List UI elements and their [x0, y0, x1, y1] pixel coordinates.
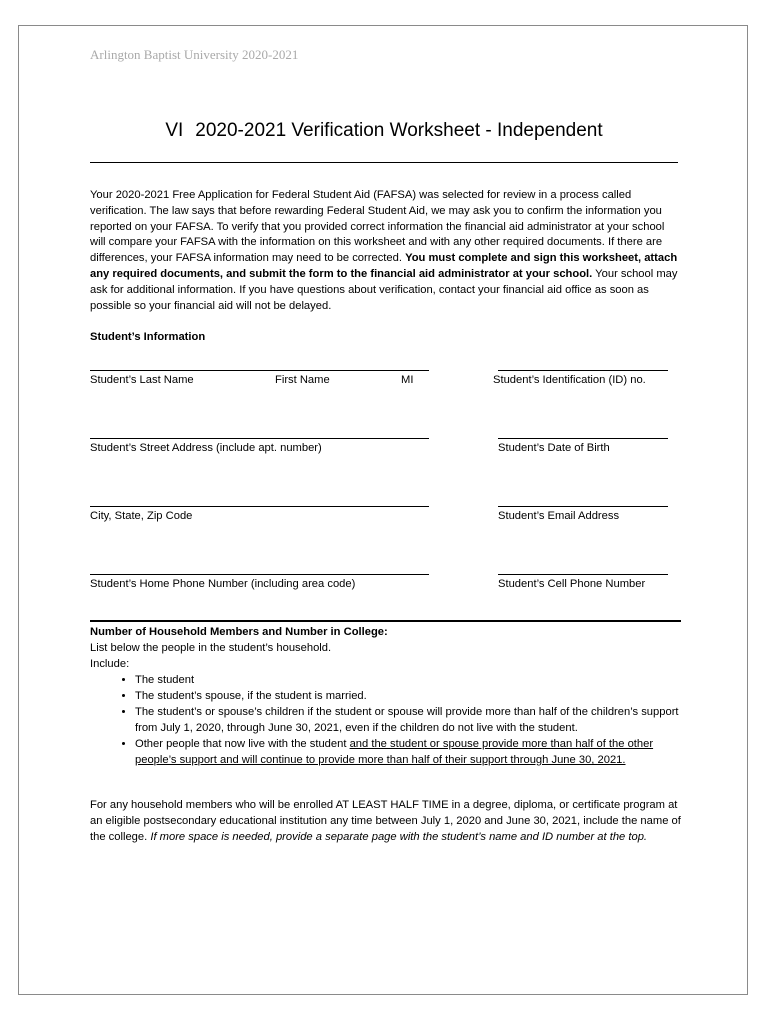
- first-name-label: First Name: [275, 374, 330, 386]
- household-include: Include:: [90, 658, 130, 670]
- list-item-underlined-text: and the student or spouse provide more than half of the other people’s support and will continue to provide more than half of their support through June 30, 2021.: [135, 738, 654, 766]
- student-id-label: Student’s Identification (ID) no.: [493, 374, 646, 386]
- id-field-line[interactable]: [498, 370, 668, 371]
- page-header: Arlington Baptist University 2020-2021: [90, 47, 299, 62]
- dob-field-line[interactable]: [498, 438, 668, 439]
- email-field-line[interactable]: [498, 506, 668, 507]
- closing-paragraph: [90, 798, 682, 845]
- list-item: • The student’s spouse, if the student is married.: [135, 688, 686, 704]
- intro-bold-text: You must complete and sign this worksheet, attach any required documents, and submit the form to the financial aid administrator at your school.: [90, 252, 678, 280]
- page-title: [90, 120, 678, 142]
- intro-text: Your 2020-2021 Free Application for Federal Student Aid (FAFSA) was selected for review in a process called verification. The law says that before rewarding Federal Student Aid, we may ask you to confirm the information you reported on your FAFSA. To verify that you provided correct information the financial aid administrator at your school will compare your FAFSA with the information on this worksheet and with any other required documents. If there are differences, your FAFSA information may need to be corrected.: [90, 189, 665, 265]
- household-heading: Number of Household Members and Number in College:: [90, 626, 388, 638]
- title-divider: [90, 162, 678, 163]
- city-label: City, State, Zip Code: [90, 510, 193, 522]
- household-list: [90, 672, 686, 768]
- cell-phone-field-line[interactable]: [498, 574, 668, 575]
- student-info-heading: Student’s Information: [90, 331, 206, 343]
- title-text: 2020-2021 Verification Worksheet - Independent: [195, 120, 603, 141]
- section-number: VI: [165, 120, 184, 141]
- household-section: [90, 624, 686, 768]
- city-field-line[interactable]: [90, 506, 429, 507]
- last-name-label: Student’s Last Name: [90, 374, 194, 386]
- list-item: [135, 736, 686, 768]
- household-intro: List below the people in the student’s household.: [90, 642, 332, 654]
- mi-label: MI: [401, 374, 414, 386]
- home-phone-field-line[interactable]: [90, 574, 429, 575]
- dob-label: Student’s Date of Birth: [498, 442, 610, 454]
- list-item-text: Other people that now live with the student: [135, 738, 350, 750]
- name-field-line[interactable]: [90, 370, 429, 371]
- street-label: Student’s Street Address (include apt. number): [90, 442, 322, 454]
- home-phone-label: Student’s Home Phone Number (including area code): [90, 578, 356, 590]
- list-item: • The student’s or spouse’s children if the student or spouse will provide more than half of the children’s support from July 1, 2020, through June 30, 2021, even if the children do not live with the student.: [135, 704, 686, 736]
- closing-text: For any household members who will be enrolled AT LEAST HALF TIME in a degree, diploma, or certificate program at an eligible postsecondary educational institution any time between July 1, 2020 and June 30, 2021, include the name of the college.: [90, 799, 681, 843]
- email-label: Student’s Email Address: [498, 510, 620, 522]
- list-item: • The student: [135, 672, 686, 688]
- street-field-line[interactable]: [90, 438, 429, 439]
- closing-italic-text: If more space is needed, provide a separate page with the student’s name and ID number at the top.: [150, 830, 648, 843]
- cell-phone-label: Student’s Cell Phone Number: [498, 578, 646, 590]
- intro-text-end: Your school may ask for additional information. If you have questions about verification, contact your financial aid office as soon as possible so your financial aid will not be delayed.: [90, 267, 678, 312]
- intro-paragraph: [90, 188, 682, 314]
- section-divider: [90, 620, 681, 622]
